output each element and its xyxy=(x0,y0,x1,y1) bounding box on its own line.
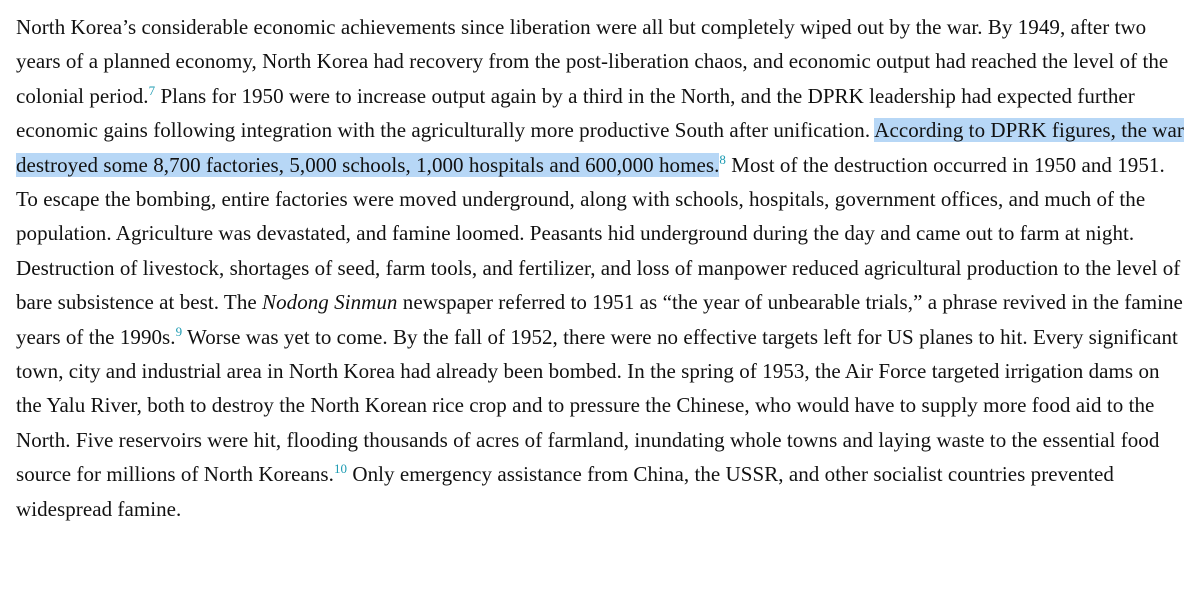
sentence-text: Only emergency assistance from China, the USSR, and other socialist countries prevented widespread famine. xyxy=(16,462,1114,521)
highlighted-selection[interactable]: According to DPRK figures, the war destroyed some 8,700 factories, 5,000 schools, 1,000 hospitals and 600,000 homes. xyxy=(16,118,1184,177)
sentence-text: newspaper referred to 1951 as “the year of unbearable trials,” a phrase revived in the famine years of the 1990s. xyxy=(16,290,1183,349)
footnote-7-link[interactable]: 7 xyxy=(148,82,156,98)
footnote-9-link[interactable]: 9 xyxy=(175,323,183,339)
body-paragraph xyxy=(16,10,1184,526)
sentence-text: Most of the destruction occurred in 1950 and 1951. To escape the bombing, entire factories were moved underground, along with schools, hospitals, government offices, and much of the population. Agriculture was devastated, and famine loomed. Peasants hid underground during the day and came out to farm at night. Destruction of livestock, shortages of seed, farm tools, and fertilizer, and loss of manpower reduced agricultural production to the level of bare subsistence at best. The xyxy=(16,152,1181,315)
sentence-text: North Korea’s considerable economic achievements since liberation were all but completely wiped out by the war. By 1949, after two years of a planned economy, North Korea had recovery from the post-liberation chaos, and economic output had reached the level of the colonial period. xyxy=(16,15,1169,108)
sentence-text: Worse was yet to come. By the fall of 1952, there were no effective targets left for US planes to hit. Every significant town, city and industrial area in North Korea had already been bombed. In the spring of 1953, the Air Force targeted irrigation dams on the Yalu River, both to destroy the North Korean rice crop and to pressure the Chinese, who would have to supply more food aid to the North. Five reservoirs were hit, flooding thousands of acres of farmland, inundating whole towns and laying waste to the essential food source for millions of North Koreans. xyxy=(16,324,1178,487)
sentence-text: Plans for 1950 were to increase output again by a third in the North, and the DPRK leadership had expected further economic gains following integration with the agriculturally more productive South after unification. xyxy=(16,83,1135,143)
newspaper-title: Nodong Sinmun xyxy=(262,290,398,315)
footnote-10-link[interactable]: 10 xyxy=(333,461,348,477)
footnote-8-link[interactable]: 8 xyxy=(719,151,726,167)
